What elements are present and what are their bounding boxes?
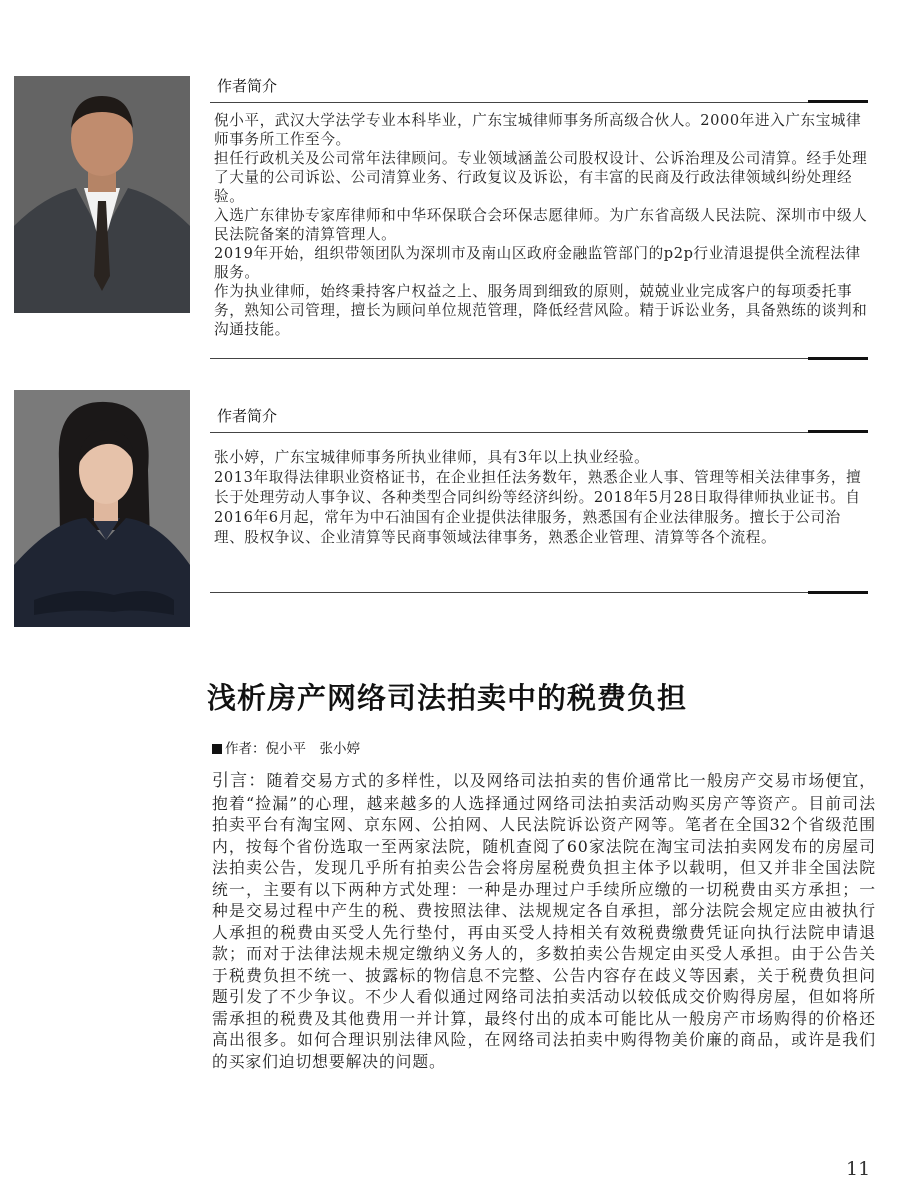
intro-text: 随着交易方式的多样性，以及网络司法拍卖的售价通常比一般房产交易市场便宜，抱着“捡漏”的心理，越来越多的人选择通过网络司法拍卖活动购买房产等资产。目前司法拍卖平台有淘宝网、京东网、公拍网、人民法院诉讼资产网等。笔者在全国32个省级范围内，按每个省份选取一至两家法院，随机查阅了60家法院在淘宝司法拍卖网发布的房屋司法拍卖公告，发现几乎所有拍卖公告会将房屋税费负担主体予以载明，但又并非全国法院统一，主要有以下两种方式处理：一种是办理过户手续所应缴的一切税费由买方承担；一种是交易过程中产生的税、费按照法律、法规规定各自承担，部分法院会规定应由被执行人承担的税费由买受人先行垫付，再由买受人持相关有效税费缴费凭证向执行法院申请退款；而对于法律法规未规定缴纳义务人的，多数拍卖公告规定由买受人承担。由于公告关于税费负担不统一、披露标的物信息不完整、公告内容存在歧义等因素，关于税费负担问题引发了不少争议。不少人看似通过网络司法拍卖活动以较低成交价购得房屋，但如将所需承担的税费及其他费用一并计算，最终付出的成本可能比从一般房产市场购得的价格还高出很多。如何合理识别法律风险，在网络司法拍卖中购得物美价廉的商品，或许是我们的买家们迫切想要解决的问题。 <box>212 771 877 1071</box>
bio-divider-accent <box>808 430 868 433</box>
bio-paragraph: 2013年取得法律职业资格证书，在企业担任法务数年，熟悉企业人事、管理等相关法律事务，擅长于处理劳动人事争议、各种类型合同纠纷等经济纠纷。2018年5月28日取得律师执业证书。自2016年6月起，常年为中石油国有企业提供法律服务，熟悉国有企业法律服务。擅长于公司治理、股权争议、企业清算等民商事领域法律事务，熟悉企业管理、清算等各个流程。 <box>214 469 862 546</box>
bio-paragraph: 张小婷，广东宝城律师事务所执业律师，具有3年以上执业经验。 <box>214 449 650 466</box>
bio-paragraph: 担任行政机关及公司常年法律顾问。专业领域涵盖公司股权设计、公诉治理及公司清算。经手处理了大量的公司诉讼、公司清算业务、行政复议及诉讼，有丰富的民商及行政法律领域纠纷处理经验。 <box>214 150 868 205</box>
author-bio-text <box>214 111 870 339</box>
bio-paragraph: 倪小平，武汉大学法学专业本科毕业，广东宝城律师事务所高级合伙人。2000年进入广东宝城律师事务所工作至今。 <box>214 112 862 148</box>
page-number: 11 <box>846 1158 871 1180</box>
bio-paragraph: 入选广东律协专家库律师和中华环保联合会环保志愿律师。为广东省高级人民法院、深圳市中级人民法院备案的清算管理人。 <box>214 207 868 243</box>
bio-paragraph: 作为执业律师，始终秉持客户权益之上、服务周到细致的原则，兢兢业业完成客户的每项委托事务，熟知公司管理，擅长为顾问单位规范管理，降低经营风险。精于诉讼业务，具备熟练的谈判和沟通技能。 <box>214 283 868 338</box>
bio-divider-accent <box>808 357 868 360</box>
bio-paragraph: 2019年开始，组织带领团队为深圳市及南山区政府金融监管部门的p2p行业清退提供全流程法律服务。 <box>214 245 861 281</box>
author-bio-text <box>214 448 870 548</box>
author-bio-label: 作者简介 <box>217 407 278 425</box>
bio-divider <box>210 592 868 593</box>
author-photo-zhang-xiaoting <box>14 390 190 627</box>
bio-divider-accent <box>808 591 868 594</box>
article-intro <box>212 770 876 1072</box>
square-bullet-icon <box>212 744 222 754</box>
author-bio-label: 作者简介 <box>217 77 278 95</box>
article-byline <box>212 737 360 757</box>
article-title: 浅析房产网络司法拍卖中的税费负担 <box>207 681 688 715</box>
bio-divider-accent <box>808 100 868 103</box>
bio-divider <box>210 102 868 103</box>
byline-text: 作者：倪小平 张小婷 <box>225 741 360 757</box>
bio-divider <box>210 432 868 433</box>
intro-label: 引言： <box>212 771 267 791</box>
bio-divider <box>210 358 868 359</box>
author-photo-ni-xiaoping <box>14 76 190 313</box>
